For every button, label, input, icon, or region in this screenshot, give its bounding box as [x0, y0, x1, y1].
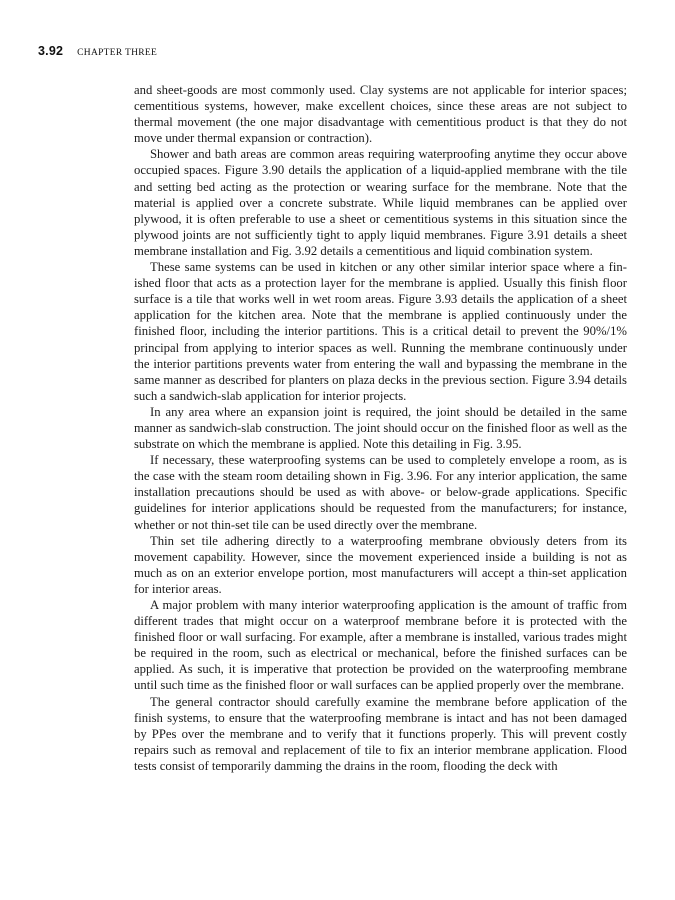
running-head [38, 44, 157, 60]
chapter-title: CHAPTER THREE [77, 48, 158, 58]
page-number: 3.92 [38, 44, 64, 58]
paragraph: Shower and bath areas are common areas requiring waterproofing anytime they occur above occupied spaces. Figure 3.90 details the application of a liquid-applied membrane with the tile and setting bed acting as the protection or wearing surface for the membrane. Note that the material is applied over a concrete substrate. While liquid membranes can be applied over plywood, it is often preferable to use a sheet or cementitious systems in this situation since the plywood joints are not sufficiently tight to apply liquid membranes. Figure 3.91 details a sheet membrane installation and Fig. 3.92 details a cementitious and liquid combination system. [134, 147, 627, 258]
paragraph: If necessary, these waterproofing systems can be used to completely envelope a room, as is the case with the steam room detailing shown in Fig. 3.96. For any interior application, the same installation precautions should be used as with above- or below-grade applications. Specific guidelines for interior applications should be requested from the manufacturers; for instance, whether or not thin-set tile can be used directly over the membrane. [134, 453, 627, 532]
paragraph: Thin set tile adhering directly to a waterproofing membrane obviously deters from its movement capability. However, since the movement experienced inside a building is not as much as on an exterior envelope portion, most manufacturers will accept a thin-set application for interior areas. [134, 533, 627, 596]
body-text [134, 82, 627, 774]
paragraph: These same systems can be used in kitchen or any other similar interior space where a finished floor that acts as a protection layer for the membrane is applied. Usually this finish floor surface is a tile that works well in wet room areas. Figure 3.93 details the application of a sheet application for the kitchen area. Note that the membrane is applied continuously under the finished floor, including the interior partitions. This is a critical detail to prevent the 90%/1% principal from applying to interior spaces as well. Running the membrane continuously under the interior partitions prevents water from entering the wall and bypassing the membrane in the same manner as described for planters on plaza decks in the previous section. Figure 3.94 details such a sandwich-slab application for interior projects. [134, 260, 627, 403]
paragraph: A major problem with many interior waterproofing application is the amount of traffic from different trades that might occur on a waterproof membrane before it is protected with the finished floor or wall surfacing. For example, after a membrane is installed, various trades might be required in the room, such as electrical or mechanical, before the finished surfaces can be applied. As such, it is imperative that protection be provided on the waterproofing membrane until such time as the finished floor or wall surfaces can be applied properly over the membrane. [134, 598, 627, 693]
paragraph: The general contractor should carefully examine the membrane before application of the finish systems, to ensure that the waterproofing membrane is intact and has not been damaged by PPes over the membrane and to verify that it functions properly. This will prevent costly repairs such as removal and replacement of tile to fix an interior membrane application. Flood tests consist of temporarily damming the drains in the room, flooding the deck with [134, 694, 627, 773]
paragraph: and sheet-goods are most commonly used. Clay systems are not applicable for interior spaces; cementitious systems, however, make excellent choices, since these areas are not subject to thermal movement (the one major disadvantage with cementitious product is that they do not move under thermal expansion or contraction). [134, 83, 627, 146]
paragraph: In any area where an expansion joint is required, the joint should be detailed in the same manner as sandwich-slab construction. The joint should occur on the finished floor as well as the substrate on which the membrane is applied. Note this detailing in Fig. 3.95. [134, 404, 627, 452]
